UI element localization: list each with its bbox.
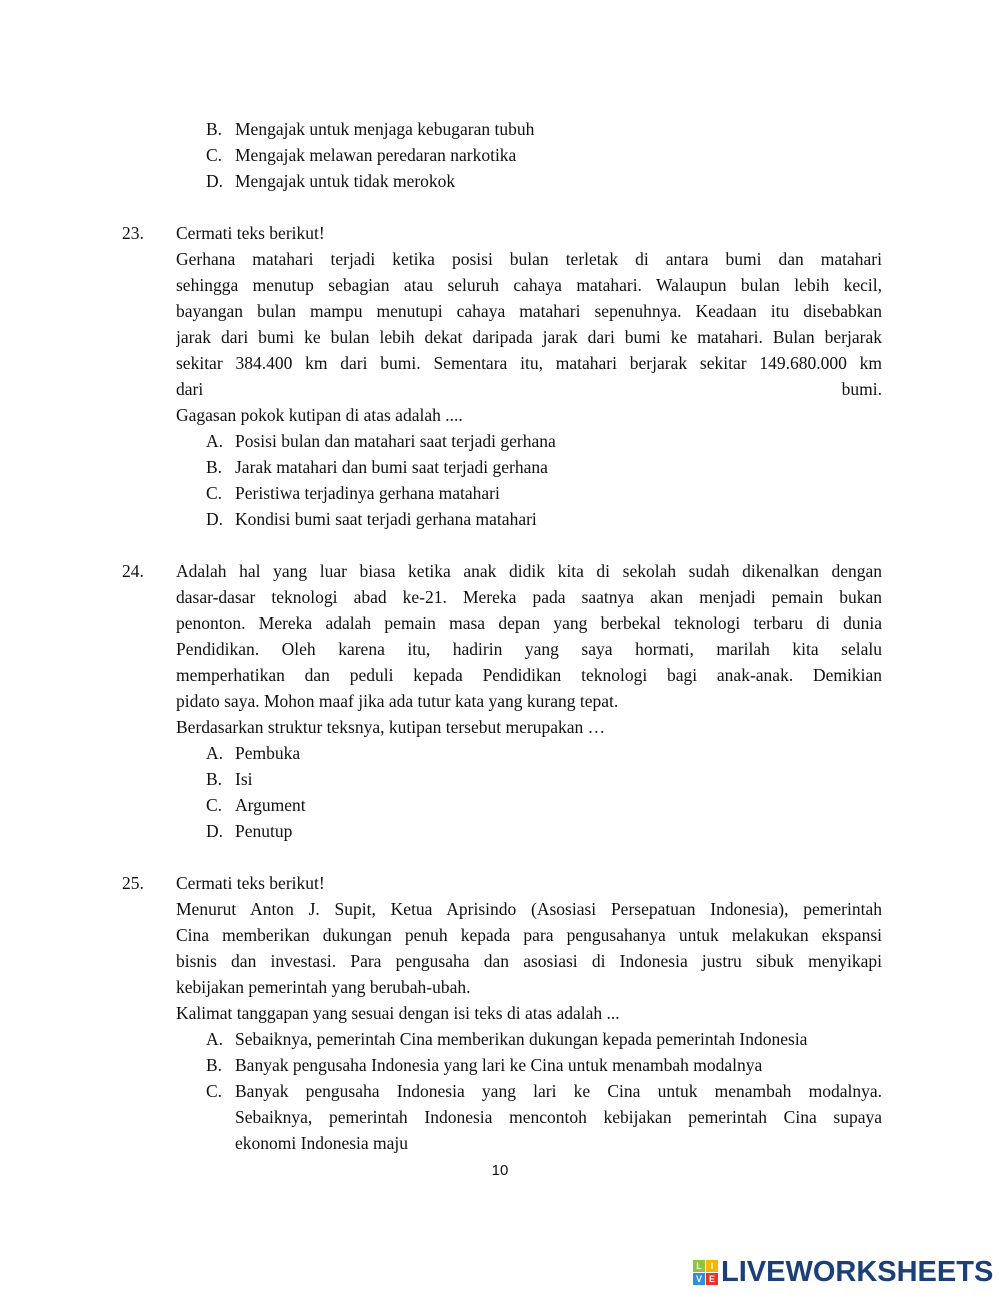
question-line — [122, 870, 882, 896]
option-row — [122, 1052, 882, 1078]
question-text: kebijakan pemerintah yang berubah-ubah. — [176, 977, 471, 997]
question-line — [122, 376, 882, 402]
question-text: sehingga menutup sebagian atau seluruh cahaya matahari. Walaupun bulan lebih kecil, — [176, 275, 882, 295]
question-line — [122, 610, 882, 636]
option-letter: C. — [206, 145, 223, 165]
question-text: Berdasarkan struktur teksnya, kutipan tersebut merupakan … — [176, 717, 606, 737]
option-row — [122, 1130, 882, 1156]
blank-line — [122, 532, 882, 558]
option-row — [122, 1078, 882, 1104]
option-text: Banyak pengusaha Indonesia yang lari ke Cina untuk menambah modalnya — [235, 1055, 763, 1075]
page-number: 10 — [491, 1162, 509, 1179]
question-text: Cina memberikan dukungan penuh kepada para pengusahanya untuk melakukan ekspansi — [176, 925, 882, 945]
question-text: Gerhana matahari terjadi ketika posisi bulan terletak di antara bumi dan matahari — [176, 249, 882, 269]
option-text: Banyak pengusaha Indonesia yang lari ke Cina untuk menambah modalnya. — [235, 1081, 882, 1101]
question-line — [122, 220, 882, 246]
logo-tile: L — [693, 1260, 705, 1272]
logo-wordmark: LIVEWORKSHEETS — [721, 1256, 994, 1288]
question-line — [122, 350, 882, 376]
option-text: Sebaiknya, pemerintah Cina memberikan dukungan kepada pemerintah Indonesia — [235, 1029, 808, 1049]
question-line — [122, 662, 882, 688]
question-text: penonton. Mereka adalah pemain masa depan yang berbekal teknologi terbaru di dunia — [176, 613, 882, 633]
worksheet-content — [122, 116, 882, 1156]
logo-tiles-icon — [693, 1260, 718, 1285]
question-line — [122, 584, 882, 610]
question-line — [122, 324, 882, 350]
question-text: Cermati teks berikut! — [176, 873, 325, 893]
question-text: Menurut Anton J. Supit, Ketua Aprisindo (Asosiasi Persepatuan Indonesia), pemerintah — [176, 899, 882, 919]
option-letter: A. — [206, 743, 224, 763]
option-letter: D. — [206, 821, 224, 841]
question-line — [122, 688, 882, 714]
question-text: bisnis dan investasi. Para pengusaha dan asosiasi di Indonesia justru sibuk menyikapi — [176, 951, 882, 971]
question-line — [122, 1000, 882, 1026]
option-letter: B. — [206, 1055, 223, 1075]
option-letter: B. — [206, 457, 223, 477]
question-text: jarak dari bumi ke bulan lebih dekat daripada jarak dari bumi ke matahari. Bulan berjarak — [176, 327, 882, 347]
question-text: dari bumi. — [176, 379, 882, 399]
option-row — [122, 454, 882, 480]
question-text: bayangan bulan mampu menutupi cahaya matahari sepenuhnya. Keadaan itu disebabkan — [176, 301, 882, 321]
question-text: Pendidikan. Oleh karena itu, hadirin yang saya hormati, marilah kita selalu — [176, 639, 882, 659]
option-text: Argument — [235, 795, 306, 815]
option-text: Posisi bulan dan matahari saat terjadi gerhana — [235, 431, 556, 451]
option-text: Penutup — [235, 821, 293, 841]
option-row — [122, 740, 882, 766]
option-row — [122, 116, 882, 142]
option-text: Sebaiknya, pemerintah Indonesia mencontoh kebijakan pemerintah Cina supaya — [235, 1107, 882, 1127]
logo-tile: I — [706, 1260, 718, 1272]
question-text: pidato saya. Mohon maaf jika ada tutur kata yang kurang tepat. — [176, 691, 619, 711]
question-line — [122, 402, 882, 428]
option-row — [122, 506, 882, 532]
option-row — [122, 428, 882, 454]
question-line — [122, 948, 882, 974]
question-line — [122, 558, 882, 584]
logo-tile: V — [693, 1273, 705, 1285]
option-text: Mengajak melawan peredaran narkotika — [235, 145, 517, 165]
question-text: Cermati teks berikut! — [176, 223, 325, 243]
question-line — [122, 974, 882, 1000]
question-23 — [122, 220, 882, 532]
option-text: Mengajak untuk tidak merokok — [235, 171, 456, 191]
option-row — [122, 480, 882, 506]
option-row — [122, 142, 882, 168]
question-25 — [122, 870, 882, 1156]
question-line — [122, 636, 882, 662]
question-number: 24. — [122, 561, 144, 581]
question-line — [122, 922, 882, 948]
question-text: dasar-dasar teknologi abad ke-21. Mereka pada saatnya akan menjadi pemain bukan — [176, 587, 882, 607]
question-text: memperhatikan dan peduli kepada Pendidikan teknologi bagi anak-anak. Demikian — [176, 665, 882, 685]
option-text: Pembuka — [235, 743, 301, 763]
option-text: Peristiwa terjadinya gerhana matahari — [235, 483, 500, 503]
question-text: Adalah hal yang luar biasa ketika anak didik kita di sekolah sudah dikenalkan dengan — [176, 561, 882, 581]
option-row — [122, 1104, 882, 1130]
option-letter: A. — [206, 431, 224, 451]
blank-line — [122, 194, 882, 220]
option-letter: C. — [206, 1081, 223, 1101]
question-text: Kalimat tanggapan yang sesuai dengan isi teks di atas adalah ... — [176, 1003, 620, 1023]
option-text: ekonomi Indonesia maju — [235, 1133, 409, 1153]
option-letter: B. — [206, 119, 223, 139]
question-number: 25. — [122, 873, 144, 893]
question-text: sekitar 384.400 km dari bumi. Sementara itu, matahari berjarak sekitar 149.680.000 km — [176, 353, 882, 373]
option-row — [122, 792, 882, 818]
option-letter: D. — [206, 509, 224, 529]
question-number: 23. — [122, 223, 144, 243]
question-line — [122, 272, 882, 298]
question-line — [122, 246, 882, 272]
question-24 — [122, 558, 882, 844]
question-line — [122, 298, 882, 324]
option-row — [122, 1026, 882, 1052]
option-row — [122, 818, 882, 844]
question-line — [122, 896, 882, 922]
option-text: Mengajak untuk menjaga kebugaran tubuh — [235, 119, 535, 139]
liveworksheets-logo — [693, 1256, 993, 1289]
option-letter: C. — [206, 795, 223, 815]
option-text: Isi — [235, 769, 253, 789]
option-letter: C. — [206, 483, 223, 503]
question-text: Gagasan pokok kutipan di atas adalah .... — [176, 405, 463, 425]
option-letter: D. — [206, 171, 224, 191]
question-line — [122, 714, 882, 740]
option-text: Jarak matahari dan bumi saat terjadi gerhana — [235, 457, 548, 477]
blank-line — [122, 844, 882, 870]
option-row — [122, 766, 882, 792]
option-row — [122, 168, 882, 194]
option-letter: B. — [206, 769, 223, 789]
logo-tile: E — [706, 1273, 718, 1285]
option-letter: A. — [206, 1029, 224, 1049]
option-text: Kondisi bumi saat terjadi gerhana matahari — [235, 509, 537, 529]
